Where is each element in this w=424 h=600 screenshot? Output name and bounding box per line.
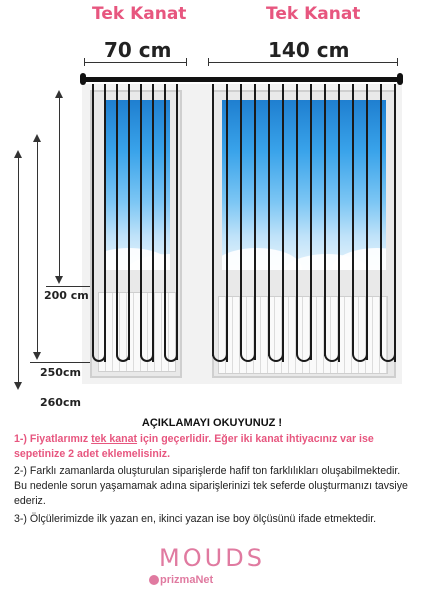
string-curtain-strand <box>176 84 178 360</box>
measure-200-label: 200 cm <box>44 289 89 302</box>
arrow-up-icon <box>55 90 63 98</box>
left-width-tick-start <box>84 58 85 66</box>
string-curtain-strand <box>128 84 130 360</box>
string-curtain-strand <box>394 84 396 362</box>
right-panel-width: 140 cm <box>268 38 350 62</box>
notice-item-1-underlined: tek kanat <box>91 433 138 445</box>
string-curtain-strand <box>140 84 142 356</box>
left-panel-title: Tek Kanat <box>92 4 187 24</box>
string-curtain-strand <box>92 84 94 356</box>
measure-250-label: 250cm <box>40 366 81 379</box>
string-curtain-strand <box>352 84 354 354</box>
string-curtain-strand <box>226 84 228 362</box>
rod-end-left <box>80 73 86 85</box>
notice-item-2: 2-) Farklı zamanlarda oluşturulan siparişlerde hafif ton farklılıkları oluşabilmektedir. Bu nedenle sorun yaşamamak adına siparişlerinizi tek seferde oluşturmanızı tavsiye ederiz. <box>14 465 408 507</box>
arrow-up-icon <box>14 150 22 158</box>
string-curtain-strand <box>366 84 368 360</box>
arrow-up-icon <box>33 134 41 142</box>
brand-logo: MOUDS <box>159 544 265 572</box>
string-curtain-strand <box>240 84 242 354</box>
string-curtain-strand <box>116 84 118 354</box>
brand-sub-logo: prizmaNet <box>160 574 214 586</box>
right-width-tick-end <box>397 58 398 66</box>
measure-200-line <box>59 98 60 276</box>
left-width-dimension-line <box>84 62 186 63</box>
right-width-dimension-line <box>208 62 398 63</box>
string-curtain-strand <box>380 84 382 356</box>
curtain-loop <box>92 348 106 362</box>
right-panel-title: Tek Kanat <box>266 4 361 24</box>
notice-item-1-prefix: 1-) Fiyatlarımız <box>14 433 92 445</box>
right-window-glass <box>222 100 386 270</box>
left-panel-width: 70 cm <box>104 38 172 62</box>
prizmanet-logo-icon <box>149 575 159 585</box>
left-window-glass <box>104 100 170 270</box>
curtain-loop <box>164 348 178 362</box>
string-curtain-strand <box>338 84 340 362</box>
measure-260-label: 260cm <box>40 396 81 409</box>
string-curtain-strand <box>282 84 284 362</box>
arrow-down-icon <box>33 352 41 360</box>
arrow-down-icon <box>14 382 22 390</box>
notice-heading: AÇIKLAMAYI OKUYUNUZ ! <box>141 417 283 429</box>
string-curtain-strand <box>268 84 270 356</box>
curtain-loop <box>140 348 154 362</box>
measure-260-line <box>18 158 19 382</box>
notice-item-1 <box>14 432 414 462</box>
measure-250-mark <box>30 362 90 363</box>
left-width-tick-end <box>186 58 187 66</box>
string-curtain-strand <box>164 84 166 354</box>
notice-item-3: 3-) Ölçülerimizde ilk yazan en, ikinci yazan ise boy ölçüsünü ifade etmektedir. <box>14 513 377 525</box>
right-width-tick-start <box>208 58 209 66</box>
string-curtain-strand <box>296 84 298 354</box>
curtain-loop <box>116 348 130 362</box>
arrow-down-icon <box>55 276 63 284</box>
measure-250-line <box>37 142 38 352</box>
right-radiator <box>218 296 388 374</box>
measure-200-mark <box>46 286 90 287</box>
string-curtain-strand <box>212 84 214 356</box>
notice-item-1-suffix: için geçerlidir. Eğer iki kanat ihtiyacınız var ise sepetinize 2 adet eklemelisiniz. <box>14 433 374 460</box>
rod-end-right <box>397 73 403 85</box>
string-curtain-strand <box>254 84 256 360</box>
string-curtain-strand <box>152 84 154 362</box>
curtain-rod <box>84 77 400 82</box>
string-curtain-strand <box>310 84 312 360</box>
string-curtain-strand <box>324 84 326 356</box>
string-curtain-strand <box>104 84 106 362</box>
